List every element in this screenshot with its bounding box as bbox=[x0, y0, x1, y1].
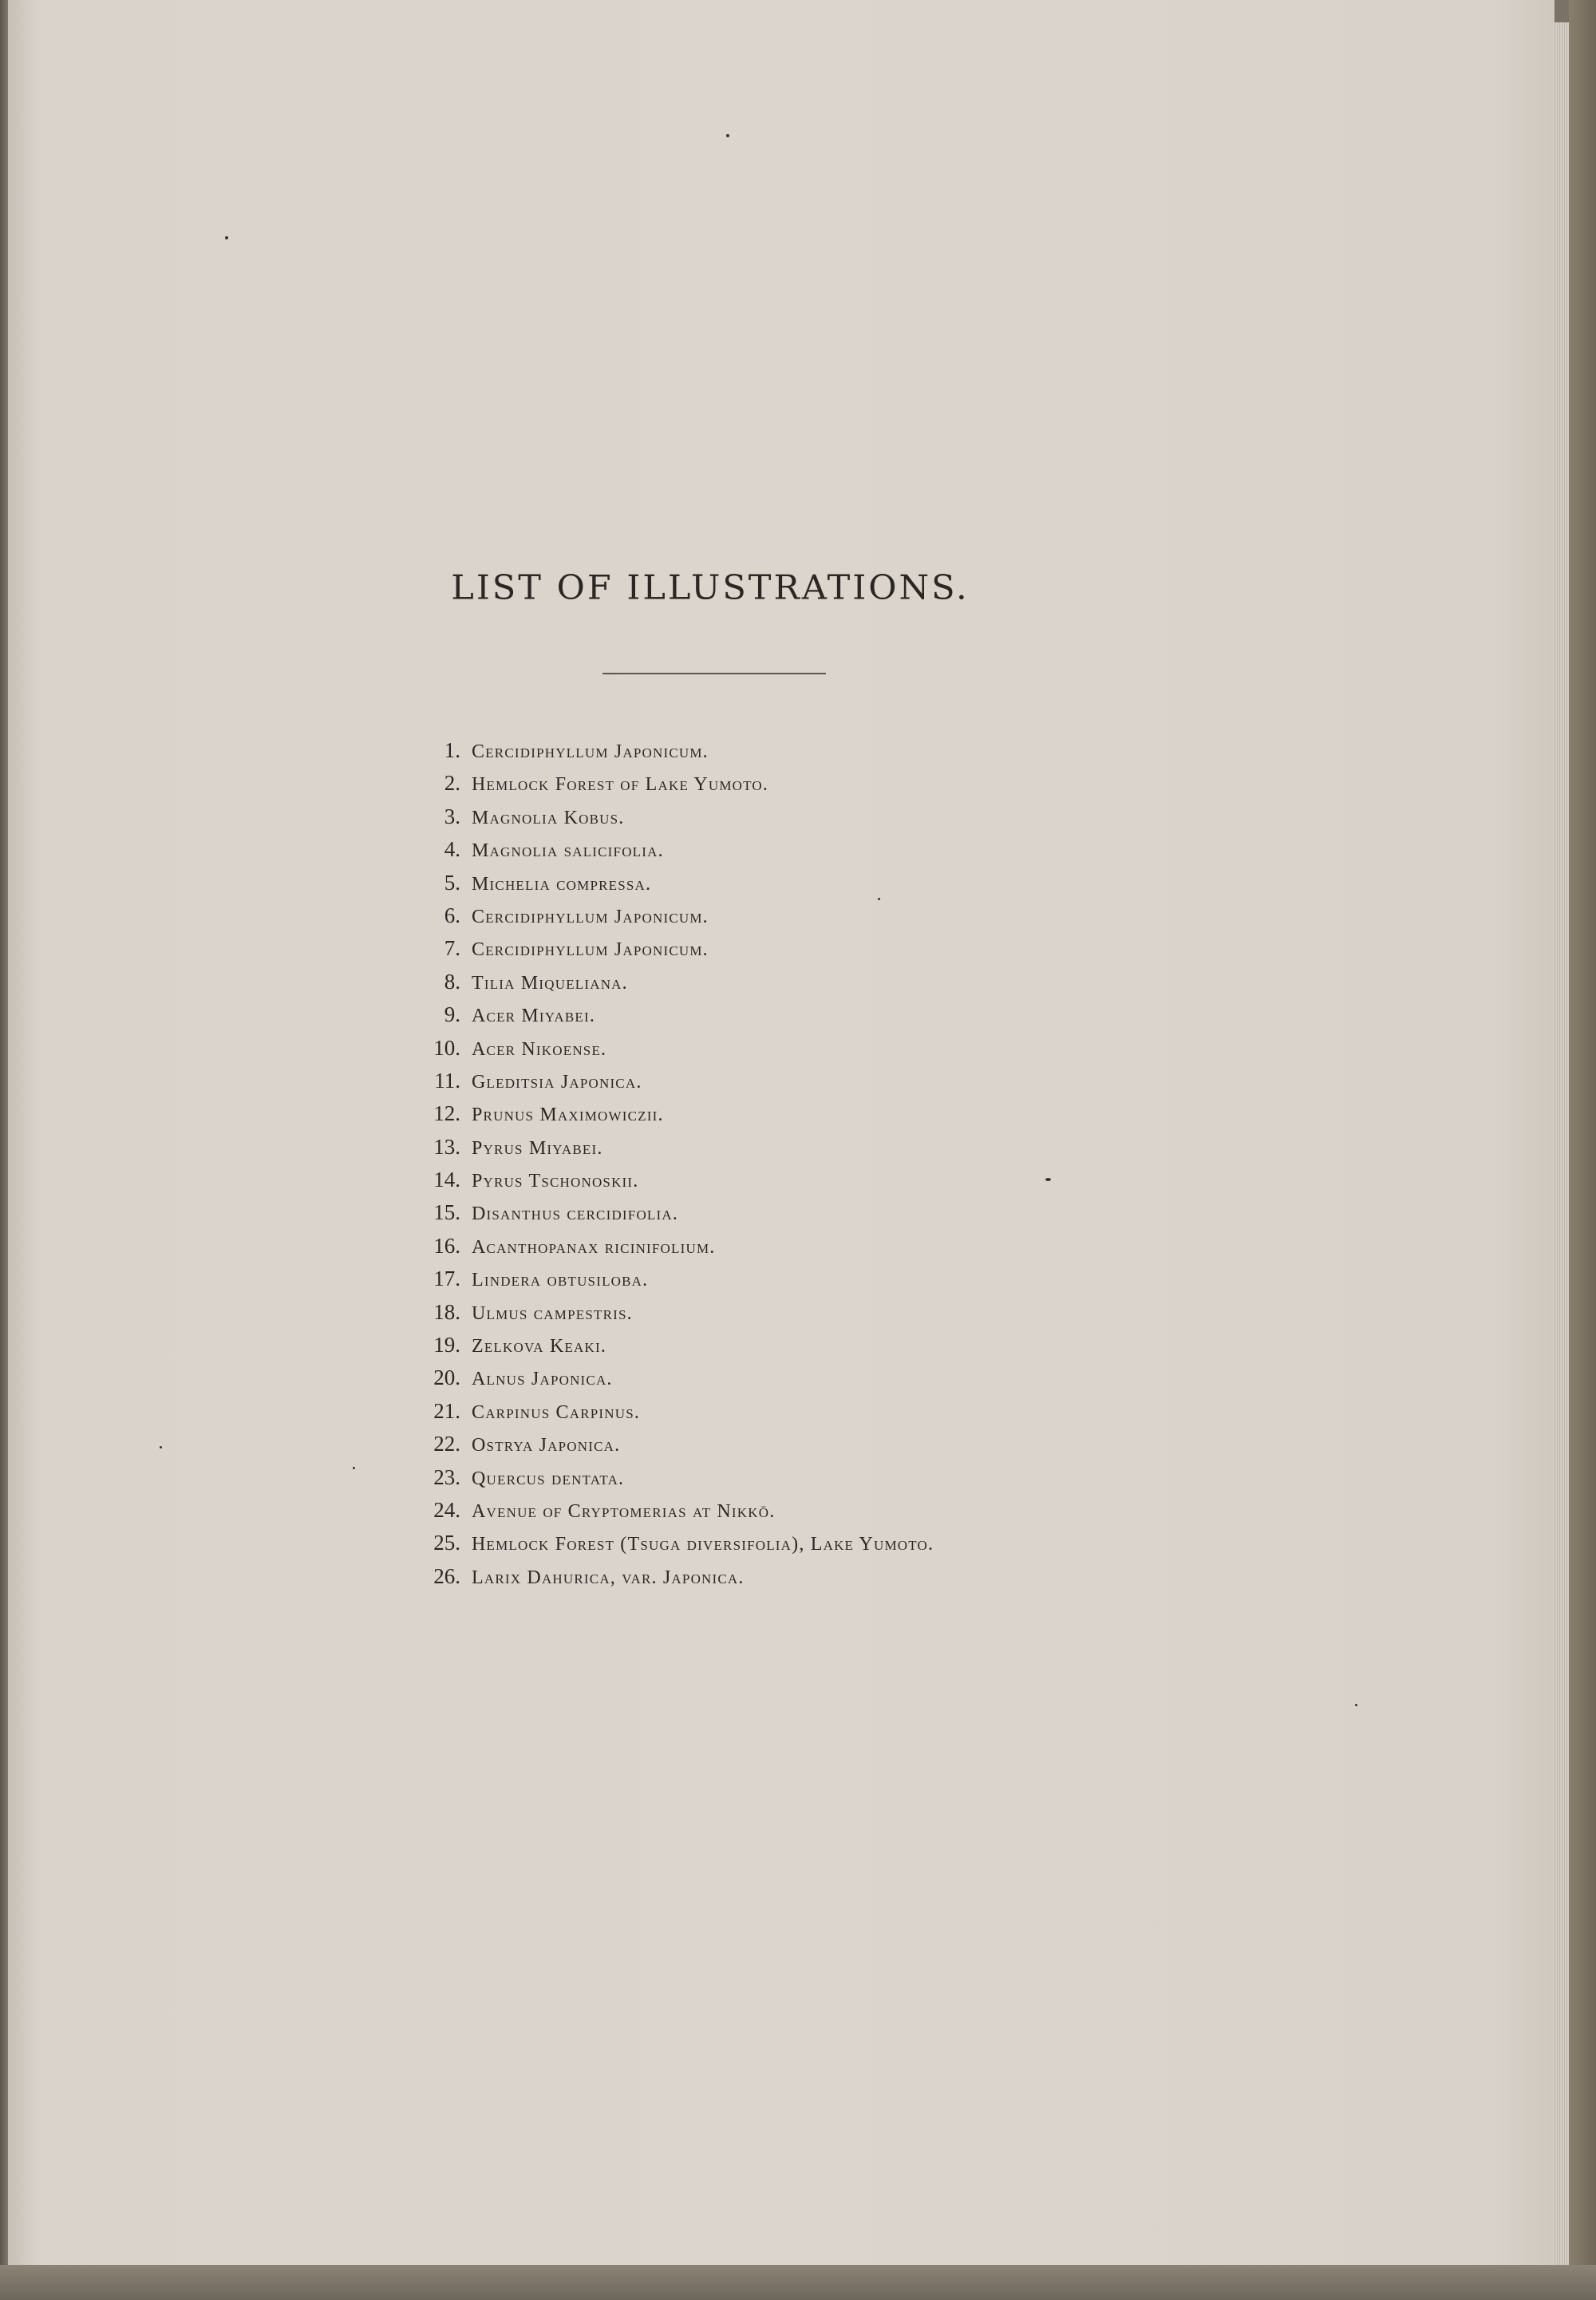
item-number: 10. bbox=[433, 1035, 460, 1060]
list-item bbox=[411, 738, 934, 771]
item-label: Lindera obtusiloba. bbox=[472, 1270, 649, 1291]
list-item bbox=[411, 1002, 934, 1035]
item-label: Cercidiphyllum Japonicum. bbox=[472, 906, 709, 927]
item-number: 15. bbox=[433, 1200, 460, 1225]
list-item bbox=[411, 1135, 934, 1168]
illustrations-list bbox=[411, 738, 934, 1597]
item-number: 24. bbox=[433, 1497, 460, 1522]
list-item bbox=[411, 871, 934, 903]
item-number: 20. bbox=[433, 1365, 460, 1390]
item-label: Ulmus campestris. bbox=[472, 1302, 633, 1324]
paper-speck bbox=[353, 1467, 355, 1469]
item-number: 21. bbox=[433, 1398, 460, 1423]
title-divider-rule bbox=[602, 673, 826, 674]
item-label: Acer Nikoense. bbox=[472, 1038, 607, 1060]
item-number: 16. bbox=[433, 1233, 460, 1258]
item-number: 26. bbox=[433, 1563, 460, 1588]
item-label: Cercidiphyllum Japonicum. bbox=[472, 741, 709, 762]
item-label: Pyrus Tschonoskii. bbox=[472, 1171, 639, 1192]
list-item bbox=[411, 1432, 934, 1464]
paper-speck bbox=[726, 134, 729, 137]
item-label: Prunus Maximowiczii. bbox=[472, 1105, 664, 1126]
item-label: Magnolia salicifolia. bbox=[472, 840, 664, 862]
item-label: Hemlock Forest (Tsuga diversifolia), Lake Yumoto. bbox=[472, 1534, 934, 1555]
item-number: 13. bbox=[433, 1134, 460, 1159]
item-number: 3. bbox=[444, 804, 460, 828]
item-label: Gleditsia Japonica. bbox=[472, 1071, 642, 1093]
list-item bbox=[411, 1036, 934, 1069]
item-number: 17. bbox=[433, 1267, 460, 1291]
item-label: Hemlock Forest of Lake Yumoto. bbox=[472, 774, 769, 796]
item-number: 4. bbox=[444, 837, 460, 862]
item-label: Larix Dahurica, var. Japonica. bbox=[472, 1567, 745, 1588]
item-label: Michelia compressa. bbox=[472, 873, 652, 895]
list-item bbox=[411, 903, 934, 936]
item-label: Disanthus cercidifolia. bbox=[472, 1203, 679, 1225]
page-edges bbox=[1553, 22, 1570, 2273]
item-number: 5. bbox=[444, 870, 460, 895]
item-label: Ostrya Japonica. bbox=[472, 1435, 621, 1456]
item-label: Carpinus Carpinus. bbox=[472, 1401, 641, 1423]
list-item bbox=[411, 1333, 934, 1365]
list-item bbox=[411, 936, 934, 969]
paper-speck bbox=[160, 1446, 162, 1448]
page-title: LIST OF ILLUSTRATIONS. bbox=[451, 568, 970, 608]
paper-speck bbox=[225, 236, 228, 239]
item-number: 1. bbox=[444, 738, 460, 762]
list-item bbox=[411, 804, 934, 837]
item-number: 9. bbox=[444, 1002, 460, 1027]
list-item bbox=[411, 1234, 934, 1267]
item-number: 18. bbox=[433, 1299, 460, 1324]
item-label: Zelkova Keaki. bbox=[472, 1336, 607, 1357]
list-item bbox=[411, 1399, 934, 1432]
list-item bbox=[411, 1465, 934, 1498]
item-number: 23. bbox=[433, 1464, 460, 1489]
item-label: Quercus dentata. bbox=[472, 1468, 625, 1489]
list-item bbox=[411, 1101, 934, 1134]
item-number: 22. bbox=[433, 1432, 460, 1456]
paper-speck bbox=[878, 898, 880, 900]
paper-page bbox=[8, 0, 1555, 2266]
item-number: 12. bbox=[433, 1101, 460, 1126]
list-item bbox=[411, 1498, 934, 1531]
paper-speck bbox=[1355, 1704, 1357, 1706]
item-label: Magnolia Kobus. bbox=[472, 807, 625, 828]
item-number: 6. bbox=[444, 903, 460, 927]
book-cover-edge bbox=[1569, 0, 1596, 2300]
item-label: Tilia Miqueliana. bbox=[472, 972, 628, 994]
item-label: Acanthopanax ricinifolium. bbox=[472, 1236, 716, 1258]
item-number: 7. bbox=[444, 936, 460, 961]
list-item bbox=[411, 1564, 934, 1597]
paper-speck bbox=[1045, 1178, 1051, 1181]
item-number: 8. bbox=[444, 969, 460, 994]
list-item bbox=[411, 1200, 934, 1233]
list-item bbox=[411, 1531, 934, 1563]
list-item bbox=[411, 970, 934, 1002]
item-label: Alnus Japonica. bbox=[472, 1369, 613, 1390]
item-number: 25. bbox=[433, 1531, 460, 1555]
item-label: Acer Miyabei. bbox=[472, 1006, 596, 1027]
item-number: 14. bbox=[433, 1168, 460, 1192]
list-item bbox=[411, 1267, 934, 1299]
list-item bbox=[411, 837, 934, 870]
item-number: 19. bbox=[433, 1333, 460, 1357]
list-item bbox=[411, 1069, 934, 1101]
item-label: Avenue of Cryptomerias at Nikkō. bbox=[472, 1500, 776, 1522]
list-item bbox=[411, 1365, 934, 1398]
item-number: 2. bbox=[444, 771, 460, 796]
list-item bbox=[411, 1168, 934, 1200]
item-label: Cercidiphyllum Japonicum. bbox=[472, 939, 709, 961]
item-label: Pyrus Miyabei. bbox=[472, 1137, 603, 1159]
list-item bbox=[411, 771, 934, 804]
item-number: 11. bbox=[434, 1068, 460, 1093]
bottom-cover-edge bbox=[0, 2265, 1596, 2300]
list-item bbox=[411, 1300, 934, 1333]
